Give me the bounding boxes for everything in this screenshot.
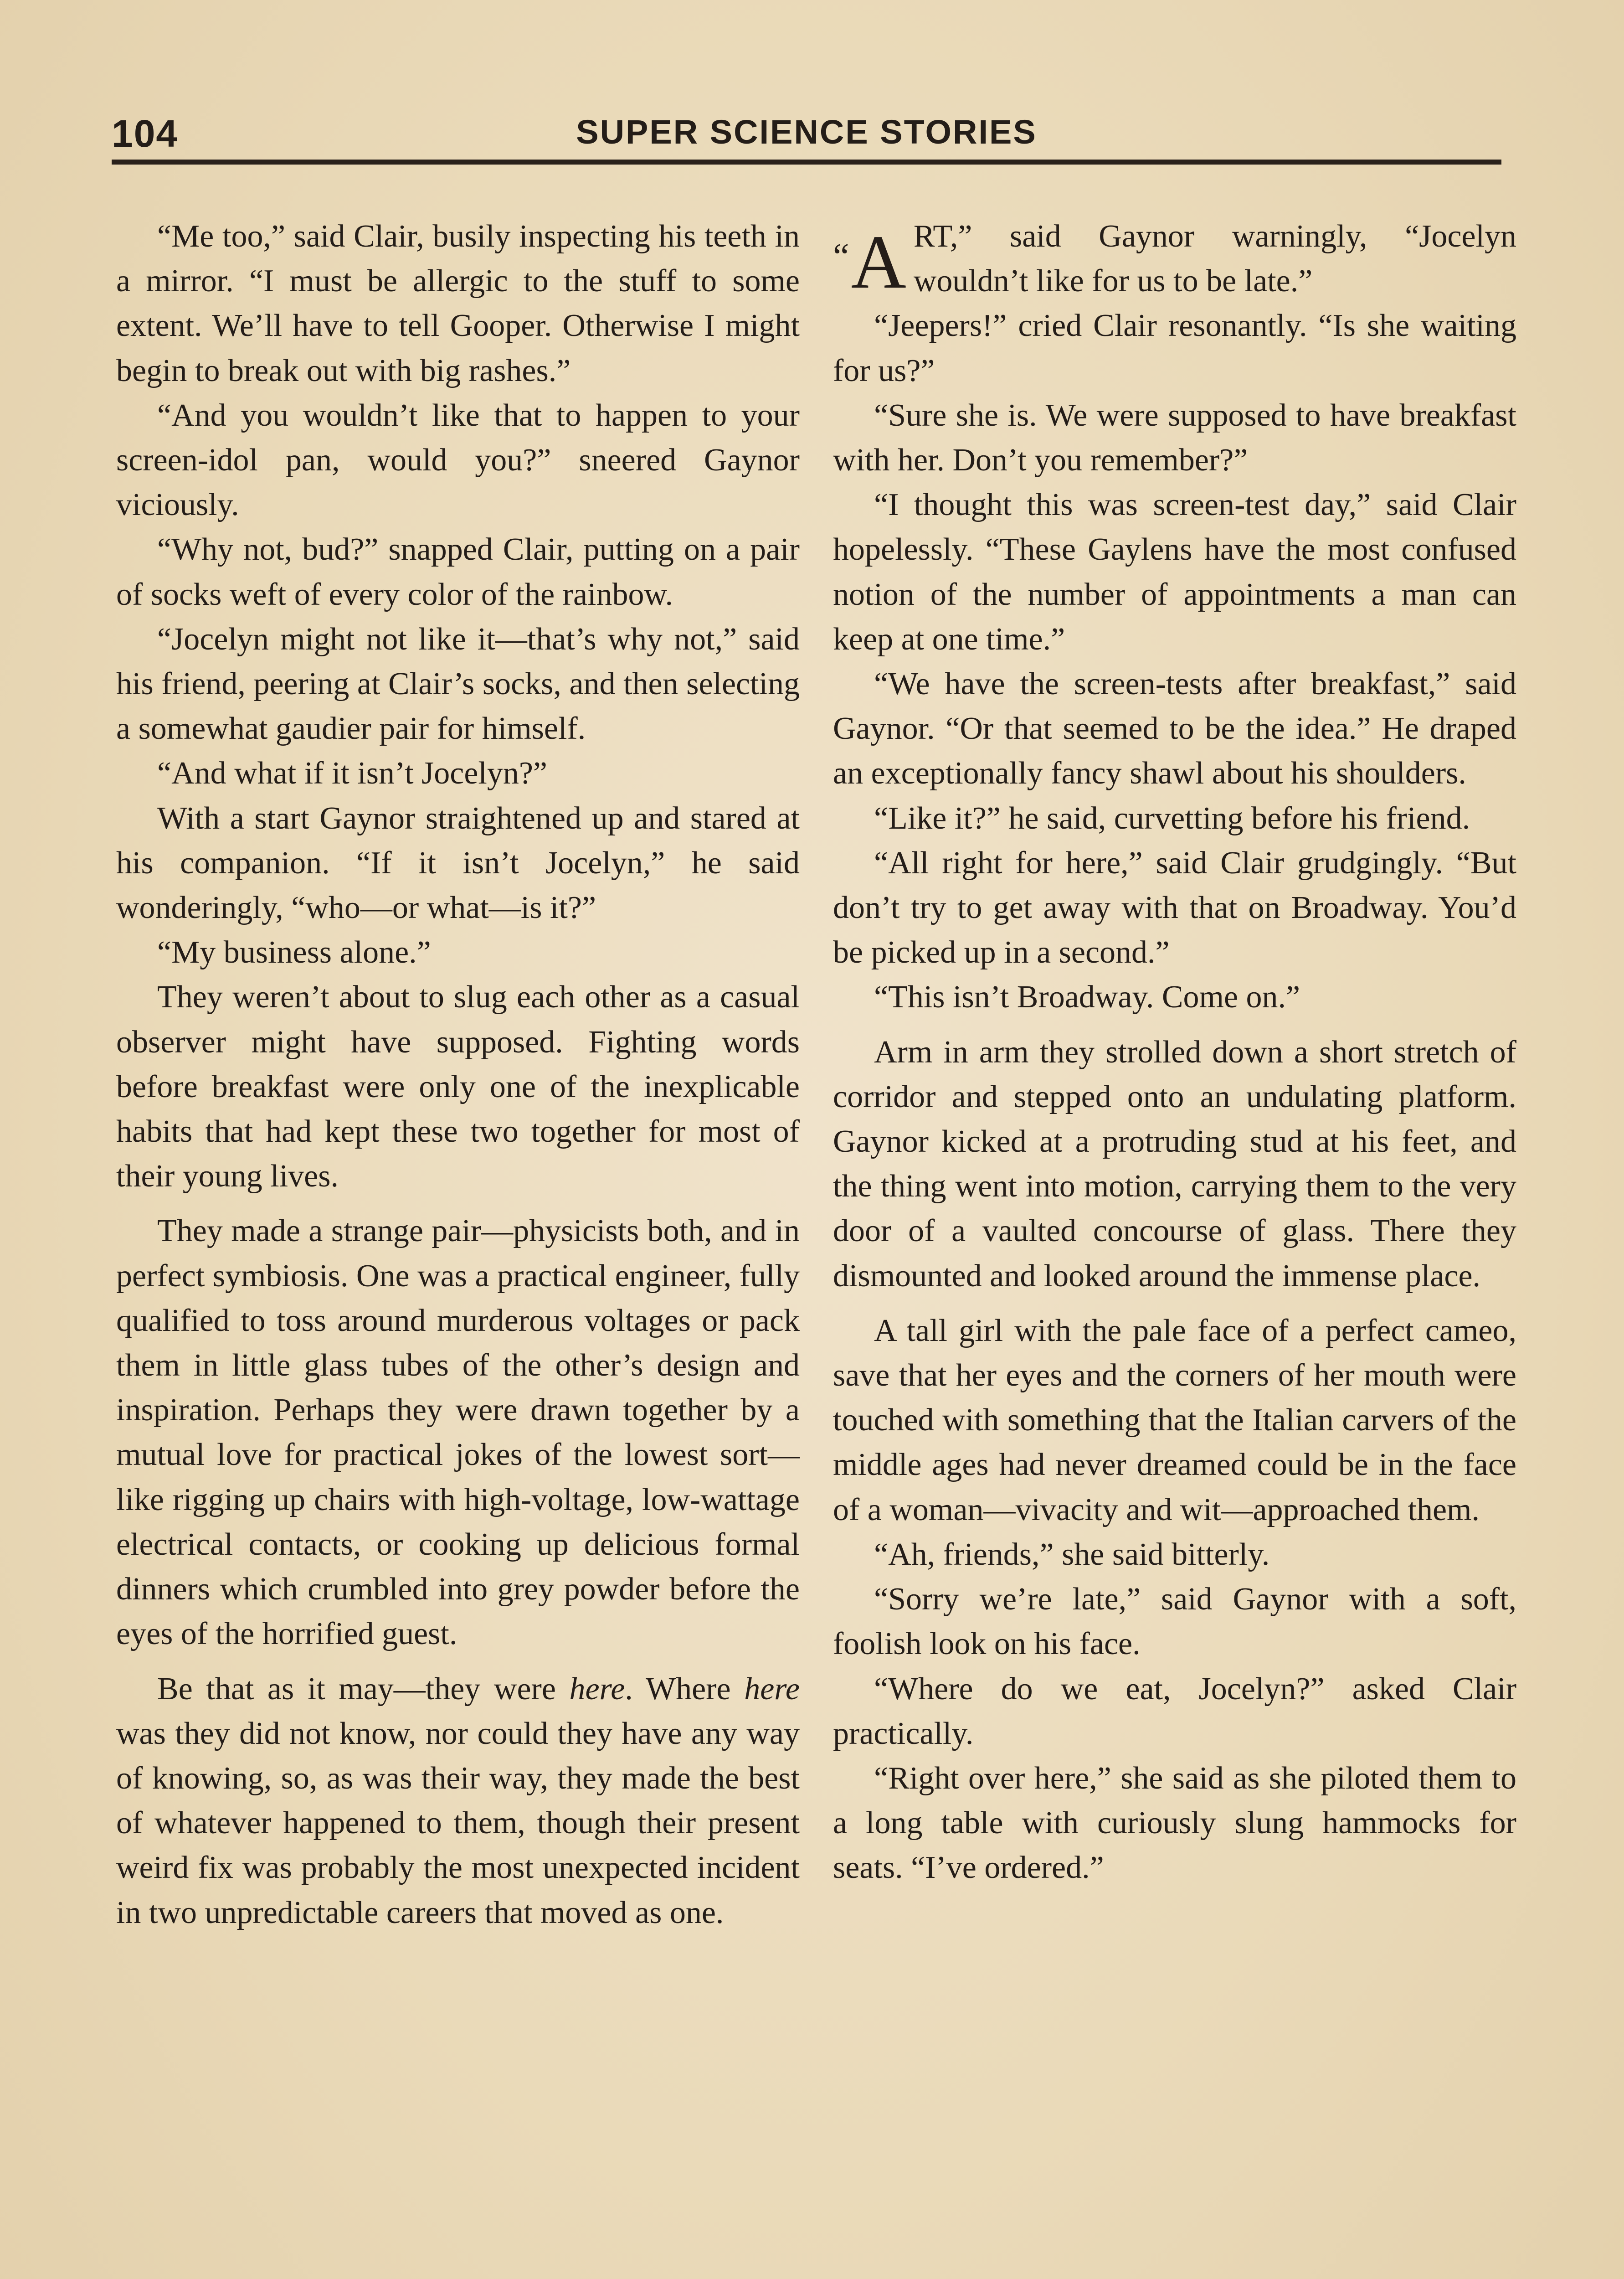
paragraph: “And you wouldn’t like that to happen to your screen-idol pan, would you?” sneered Gaynor viciously. (116, 397, 800, 523)
text-run: RT,” said Gaynor warningly, “Jocelyn wouldn’t like for us to be late.” (913, 219, 1516, 299)
paragraph: “Sorry we’re late,” said Gaynor with a soft, foolish look on his face. (833, 1582, 1516, 1662)
paragraph: “All right for here,” said Clair grudgingly. “But don’t try to get away with that on Broadway. You’d be picked up in a second.” (833, 845, 1516, 970)
paragraph: With a start Gaynor straightened up and stared at his companion. “If it isn’t Jocelyn,” he said wonderingly, “who—or what—is it?” (116, 800, 800, 926)
opening-paragraph (833, 214, 1516, 304)
opening-quote: “ (833, 237, 849, 277)
paragraph: “Jeepers!” cried Clair resonantly. “Is she waiting for us?” (833, 308, 1516, 388)
drop-cap (833, 220, 906, 304)
paragraph: “Ah, friends,” she said bitterly. (874, 1537, 1270, 1572)
paragraph: “Jocelyn might not like it—that’s why not,” said his friend, peering at Clair’s socks, and then selecting a somewhat gaudier pair for himself. (116, 621, 800, 747)
paragraph: “This isn’t Broadway. Come on.” (874, 980, 1300, 1015)
paragraph: “Why not, bud?” snapped Clair, putting on a pair of socks weft of every color of the rainbow. (116, 532, 800, 612)
left-column (116, 214, 800, 1935)
text-run: . Where (625, 1671, 745, 1707)
paragraph-with-italics (116, 1667, 800, 1935)
paragraph: “Where do we eat, Jocelyn?” asked Clair practically. (833, 1671, 1516, 1751)
running-title: SUPER SCIENCE STORIES (576, 113, 1037, 151)
paragraph: “Sure she is. We were supposed to have breakfast with her. Don’t you remember?” (833, 397, 1516, 478)
paragraph: “We have the screen-tests after breakfast,” said Gaynor. “Or that seemed to be the idea.” He draped an exceptionally fancy shawl about his shoulders. (833, 666, 1516, 791)
drop-cap-letter: A (851, 220, 906, 304)
paragraph: “My business alone.” (157, 935, 431, 970)
paragraph: A tall girl with the pale face of a perfect cameo, save that her eyes and the corners of her mouth were touched with something that the Italian carvers of the middle ages had never dreamed could be in the face of a woman—vivacity and wit—approached them. (833, 1313, 1516, 1527)
paragraph: “Right over here,” she said as she piloted them to a long table with curiously slung hammocks for seats. “I’ve ordered.” (833, 1760, 1516, 1886)
page-number: 104 (112, 112, 179, 155)
page-header (112, 103, 1501, 162)
header-rule (112, 160, 1501, 165)
text-run: was they did not know, nor could they have any way of knowing, so, as was their way, they made the best of whatever happened to them, though their present weird fix was probably the most unexpected incident in two unpredictable careers that moved as one. (116, 1716, 800, 1930)
paragraph: “And what if it isn’t Jocelyn?” (157, 756, 547, 791)
italic-word: here (569, 1671, 625, 1707)
paragraph: They made a strange pair—physicists both, and in perfect symbiosis. One was a practical engineer, fully qualified to toss around murderous voltages or pack them in little glass tubes of the other’s design and inspiration. Perhaps they were drawn together by a mutual love for practical jokes of the lowest sort—like rigging up chairs with high-voltage, low-wattage electrical contacts, or cooking up delicious formal dinners which crumbled into grey powder before the eyes of the horrified guest. (116, 1213, 800, 1652)
paragraph: Arm in arm they strolled down a short stretch of corridor and stepped onto an undulating platform. Gaynor kicked at a protruding stud at his feet, and the thing went into motion, carrying them to the very door of a vaulted concourse of glass. There they dismounted and looked around the immense place. (833, 1034, 1516, 1294)
paragraph: They weren’t about to slug each other as a casual observer might have supposed. Fighting words before breakfast were only one of the inexplicable habits that had kept these two together for most of their young lives. (116, 980, 800, 1194)
text-run: Be that as it may—they were (157, 1671, 570, 1707)
paragraph: “I thought this was screen-test day,” said Clair hopelessly. “These Gaylens have the most confused notion of the number of appointments a man can keep at one time.” (833, 487, 1516, 657)
paragraph: “Me too,” said Clair, busily inspecting his teeth in a mirror. “I must be allergic to the stuff to some extent. We’ll have to tell Gooper. Otherwise I might begin to break out with big rashes.” (116, 219, 800, 388)
paragraph: “Like it?” he said, curvetting before his friend. (874, 800, 1470, 836)
italic-word: here (744, 1671, 800, 1707)
right-column (833, 214, 1516, 1891)
